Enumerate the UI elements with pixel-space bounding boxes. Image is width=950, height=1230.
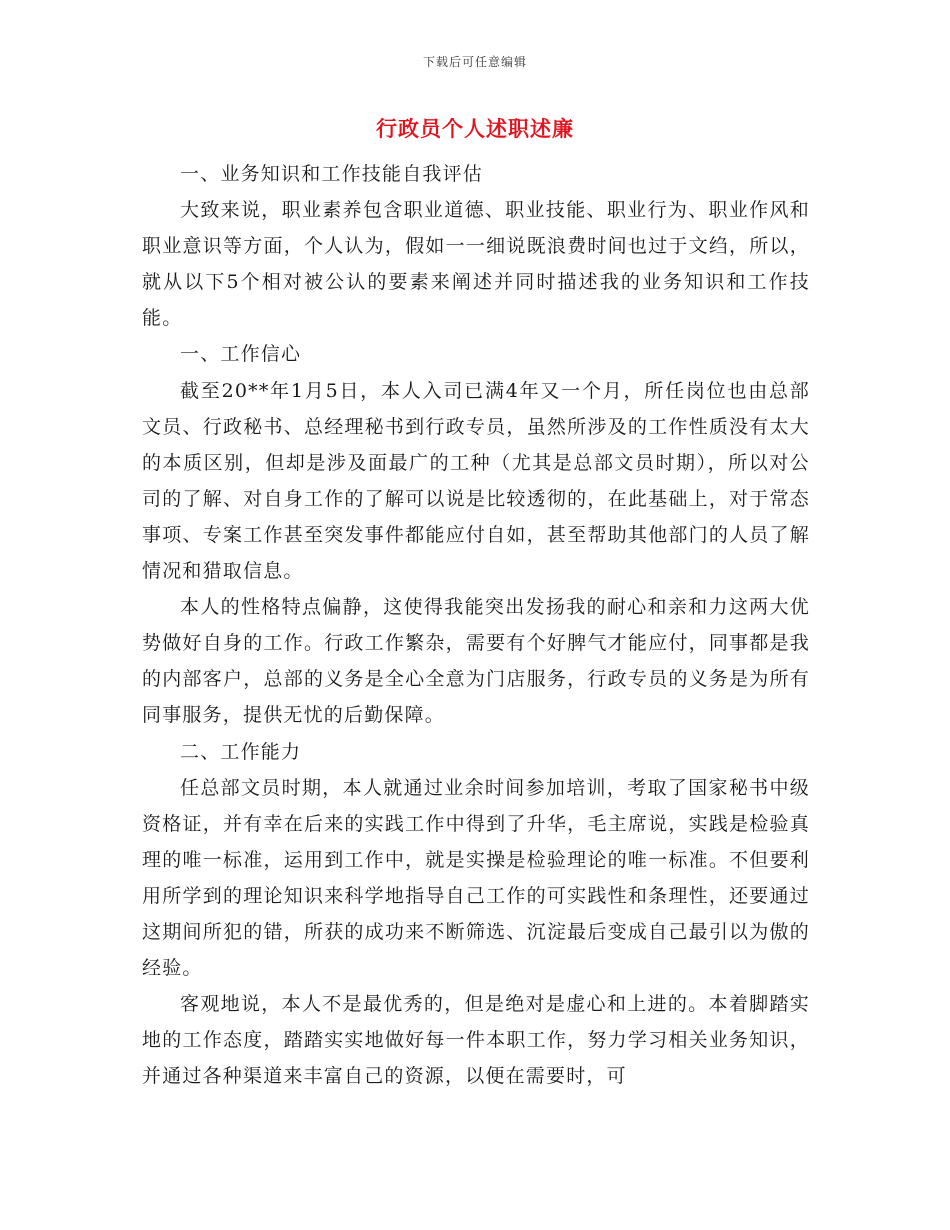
paragraph-training: 任总部文员时期，本人就通过业余时间参加培训，考取了国家秘书中级资格证，并有幸在后来的实践工作中得到了升华，毛主席说，实践是检验真理的唯一标准，运用到工作中，就是实操是检验理论的唯一标准。不但要利用所学到的理论知识来科学地指导自己工作的可实践性和条理性，还要通过这期间所犯的错，所获的成功来不断筛选、沉淀最后变成自己最引以为傲的经验。 [142, 776, 810, 980]
paragraph-personality: 本人的性格特点偏静，这使得我能突出发扬我的耐心和亲和力这两大优势做好自身的工作。行政工作繁杂，需要有个好脾气才能应付，同事都是我的内部客户，总部的义务是全心全意为门店服务，行政专员的义务是为所有同事服务，提供无忧的后勤保障。 [142, 596, 810, 727]
document-title: 行政员个人述职述廉 [376, 116, 574, 141]
paragraph-tenure: 截至20**年1月5日，本人入司已满4年又一个月，所任岗位也由总部文员、行政秘书、总经理秘书到行政专员，虽然所涉及的工作性质没有太大的本质区别，但却是涉及面最广的工种（尤其是总部文员时期），所以对公司的了解、对自身工作的了解可以说是比较透彻的，在此基础上，对于常态事项、专案工作甚至突发事件都能应付自如，甚至帮助其他部门的人员了解情况和猎取信息。 [142, 379, 810, 583]
section-heading-skills-assessment: 一、业务知识和工作技能自我评估 [180, 163, 484, 185]
header-note: 下载后可任意编辑 [422, 55, 527, 69]
section-heading-work-confidence: 一、工作信心 [180, 343, 302, 366]
paragraph-attitude: 客观地说，本人不是最优秀的，但是绝对是虚心和上进的。本着脚踏实地的工作态度，踏踏实实地做好每一件本职工作，努力学习相关业务知识，并通过各种渠道来丰富自己的资源，以便在需要时，可 [142, 993, 810, 1088]
document-body [142, 156, 810, 1094]
paragraph-intro: 大致来说，职业素养包含职业道德、职业技能、职业行为、职业作风和职业意识等方面，个人认为，假如一一细说既浪费时间也过于文绉，所以，就从以下5个相对被公认的要素来阐述并同时描述我的业务知识和工作技能。 [142, 199, 810, 330]
section-heading-work-ability: 二、工作能力 [180, 740, 302, 763]
